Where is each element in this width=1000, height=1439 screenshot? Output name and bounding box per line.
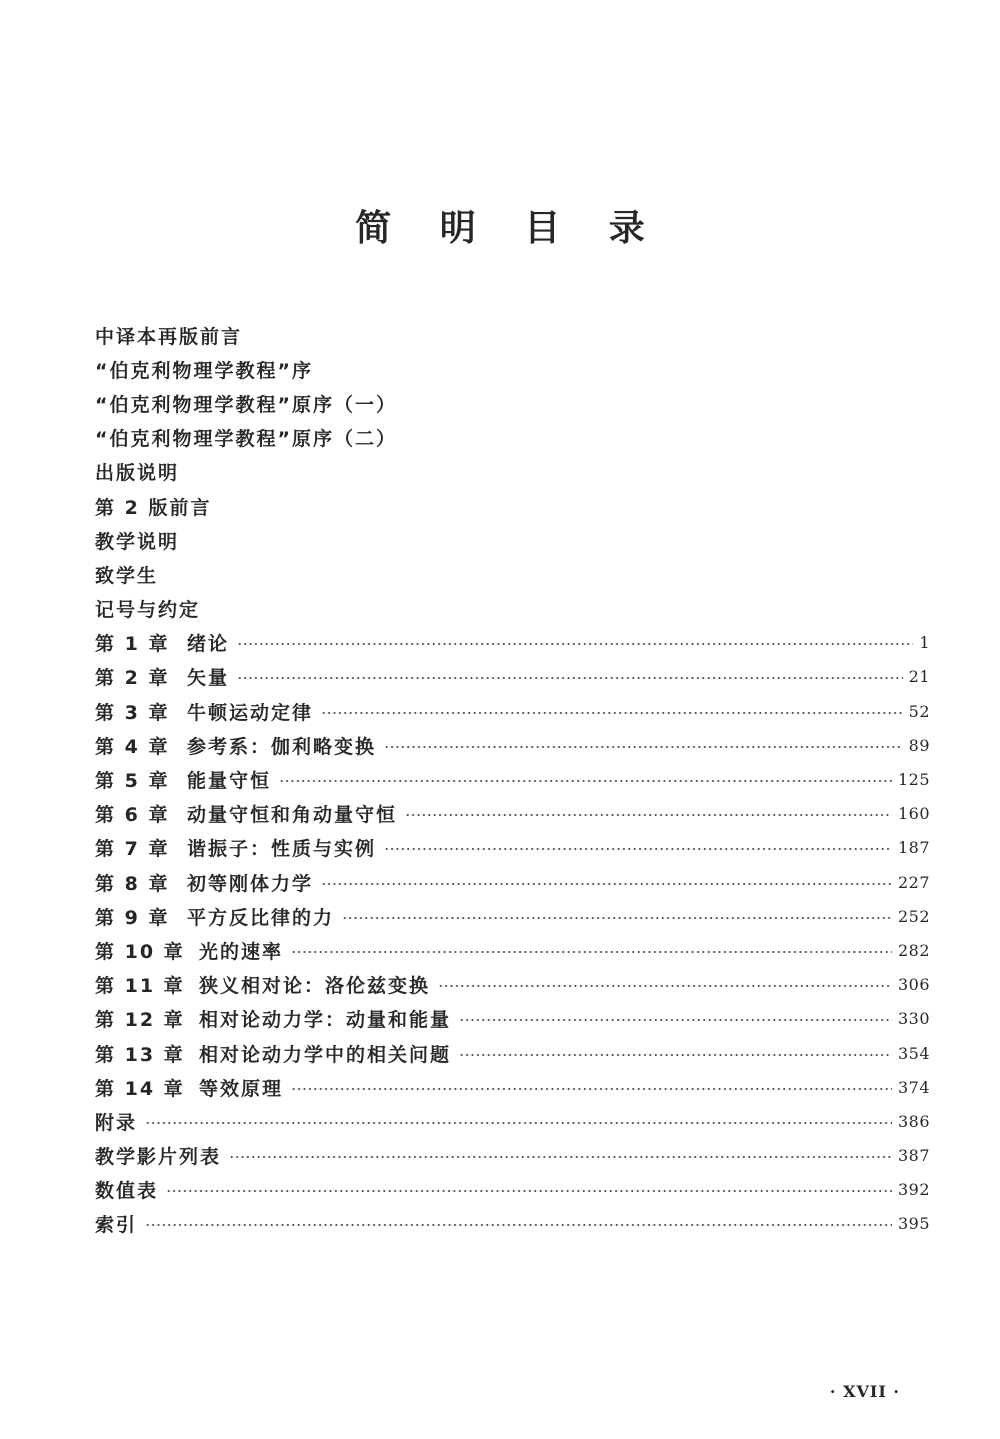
page-number: 374 — [897, 1077, 930, 1097]
chapter-title: 光的速率 — [199, 940, 284, 963]
page-number: 392 — [897, 1180, 930, 1200]
dot-leader — [237, 667, 903, 686]
toc-entry-title: “伯克利物理学教程”序 — [95, 359, 313, 382]
toc-chapter-item[interactable] — [95, 831, 930, 865]
chapter-title: 绪论 — [187, 633, 230, 656]
dot-leader — [237, 633, 913, 652]
page-number: 1 — [919, 633, 930, 653]
dot-leader — [438, 975, 892, 994]
toc-front-matter-item[interactable] — [95, 523, 930, 557]
dot-leader — [342, 907, 892, 926]
page-number: 187 — [897, 838, 930, 858]
chapter-number: 第 5 章 — [95, 770, 170, 793]
page-number: 306 — [897, 975, 930, 995]
chapter-title: 初等刚体力学 — [187, 872, 314, 895]
toc-chapter-item[interactable] — [95, 660, 930, 694]
chapter-number: 第 2 章 — [95, 667, 170, 690]
chapter-title: 动量守恒和角动量守恒 — [187, 804, 398, 827]
page-number: 354 — [897, 1043, 930, 1063]
page-number: 227 — [897, 872, 930, 892]
toc-front-matter-item[interactable] — [95, 421, 930, 455]
dot-leader — [384, 736, 903, 755]
chapter-number: 第 9 章 — [95, 906, 170, 929]
toc-entry-title: 教学说明 — [95, 530, 180, 553]
toc-entry-title: 数值表 — [95, 1180, 159, 1203]
chapter-number: 第 4 章 — [95, 735, 170, 758]
toc-chapter-item[interactable] — [95, 933, 930, 967]
chapter-title: 谐振子：性质与实例 — [187, 838, 377, 861]
toc-entry-title: 记号与约定 — [95, 599, 201, 622]
toc-entry-title: 致学生 — [95, 564, 159, 587]
page-number: 387 — [897, 1146, 930, 1166]
toc-chapter-item[interactable] — [95, 968, 930, 1002]
toc-back-matter-item[interactable] — [95, 1139, 930, 1173]
chapter-title: 能量守恒 — [187, 770, 272, 793]
dot-leader — [405, 804, 892, 823]
chapter-number: 第 10 章 — [95, 940, 185, 963]
dot-leader — [166, 1180, 892, 1199]
chapter-title: 狭义相对论：洛伦兹变换 — [199, 975, 431, 998]
toc-entry-title: 索引 — [95, 1214, 138, 1237]
dot-leader — [279, 770, 892, 789]
toc-chapter-item[interactable] — [95, 1036, 930, 1070]
dot-leader — [291, 1078, 892, 1097]
chapter-number: 第 7 章 — [95, 838, 170, 861]
dot-leader — [459, 1009, 892, 1028]
chapter-title: 相对论动力学：动量和能量 — [199, 1009, 452, 1032]
chapter-title: 牛顿运动定律 — [187, 701, 314, 724]
chapter-title: 矢量 — [187, 667, 230, 690]
toc-back-matter-item[interactable] — [95, 1104, 930, 1138]
toc-chapter-item[interactable] — [95, 762, 930, 796]
chapter-number: 第 14 章 — [95, 1077, 185, 1100]
chapter-number: 第 6 章 — [95, 804, 170, 827]
chapter-title: 等效原理 — [199, 1077, 284, 1100]
dot-leader — [384, 838, 892, 857]
page-folio: · XVII · — [829, 1382, 900, 1401]
page-title: 简 明 目 录 — [355, 207, 663, 249]
toc-front-matter-item[interactable] — [95, 352, 930, 386]
toc-back-matter-item[interactable] — [95, 1207, 930, 1241]
toc-entry-title: “伯克利物理学教程”原序（二） — [95, 428, 397, 451]
toc-front-matter-item[interactable] — [95, 386, 930, 420]
toc-front-matter-item[interactable] — [95, 318, 930, 352]
dot-leader — [321, 702, 903, 721]
toc-chapter-item[interactable] — [95, 728, 930, 762]
dot-leader — [145, 1214, 892, 1233]
toc-front-matter-item[interactable] — [95, 592, 930, 626]
chapter-number: 第 8 章 — [95, 872, 170, 895]
table-of-contents — [95, 318, 930, 1241]
chapter-number: 第 13 章 — [95, 1043, 185, 1066]
page-number: 89 — [908, 735, 930, 755]
chapter-number: 第 12 章 — [95, 1009, 185, 1032]
toc-chapter-item[interactable] — [95, 626, 930, 660]
page-number: 125 — [897, 770, 930, 790]
chapter-number: 第 1 章 — [95, 633, 170, 656]
toc-front-matter-item[interactable] — [95, 557, 930, 591]
toc-entry-title: 第 2 版前言 — [95, 496, 212, 519]
chapter-title: 参考系：伽利略变换 — [187, 735, 377, 758]
page-number: 395 — [897, 1214, 930, 1234]
toc-front-matter-item[interactable] — [95, 489, 930, 523]
toc-entry-title: 附录 — [95, 1111, 138, 1134]
toc-back-matter-item[interactable] — [95, 1173, 930, 1207]
toc-entry-title: “伯克利物理学教程”原序（一） — [95, 393, 397, 416]
toc-entry-title: 中译本再版前言 — [95, 325, 243, 348]
dot-leader — [459, 1044, 892, 1063]
toc-chapter-item[interactable] — [95, 899, 930, 933]
toc-chapter-item[interactable] — [95, 694, 930, 728]
toc-entry-title: 出版说明 — [95, 462, 180, 485]
page-number: 386 — [897, 1111, 930, 1131]
page-number: 160 — [897, 804, 930, 824]
chapter-title: 相对论动力学中的相关问题 — [199, 1043, 452, 1066]
page-number: 21 — [908, 667, 930, 687]
chapter-number: 第 3 章 — [95, 701, 170, 724]
dot-leader — [291, 941, 892, 960]
toc-front-matter-item[interactable] — [95, 455, 930, 489]
page-number: 52 — [908, 701, 930, 721]
toc-entry-title: 教学影片列表 — [95, 1146, 222, 1169]
page-number: 252 — [897, 906, 930, 926]
dot-leader — [321, 873, 892, 892]
dot-leader — [145, 1112, 892, 1131]
page-number: 282 — [897, 940, 930, 960]
page-number: 330 — [897, 1009, 930, 1029]
chapter-title: 平方反比律的力 — [187, 906, 335, 929]
toc-chapter-item[interactable] — [95, 1002, 930, 1036]
toc-chapter-item[interactable] — [95, 865, 930, 899]
toc-chapter-item[interactable] — [95, 1070, 930, 1104]
toc-chapter-item[interactable] — [95, 797, 930, 831]
dot-leader — [229, 1146, 892, 1165]
chapter-number: 第 11 章 — [95, 975, 185, 998]
